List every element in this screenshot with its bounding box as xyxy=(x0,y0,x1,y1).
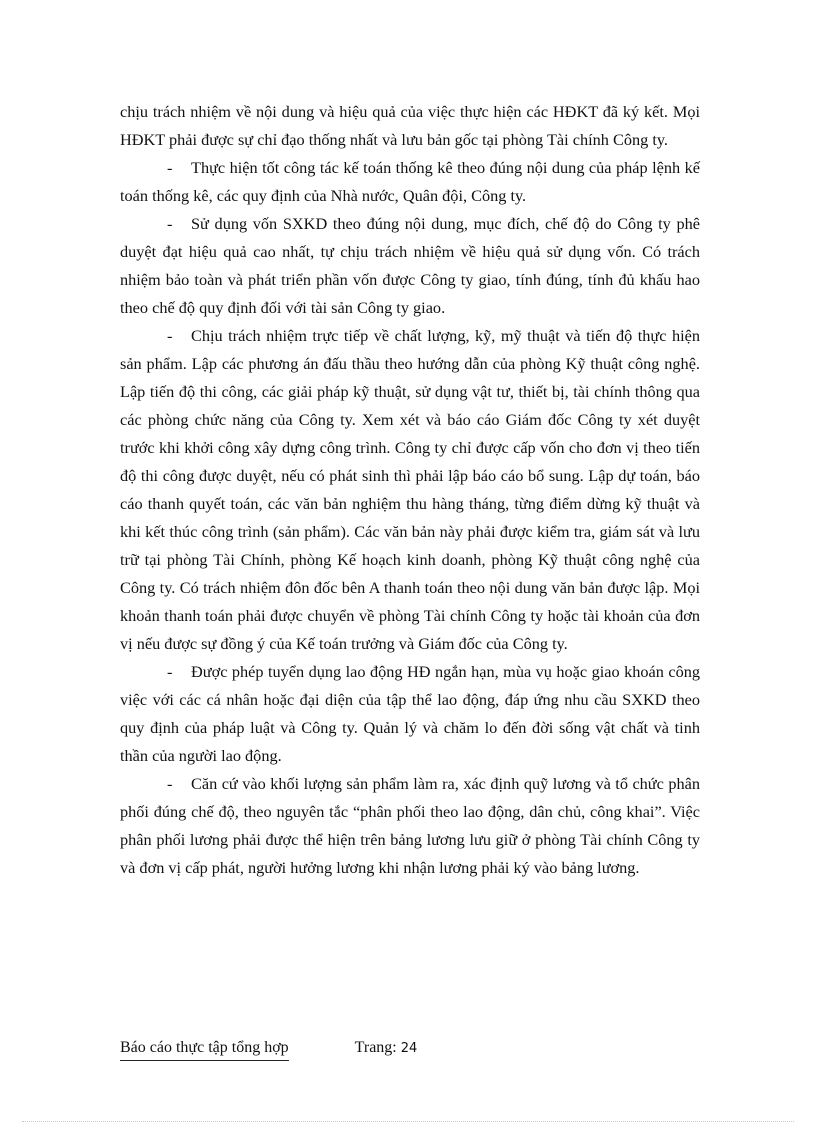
page-label: Trang: xyxy=(354,1039,397,1056)
paragraph-text: Chịu trách nhiệm trực tiếp về chất lượng, kỹ, mỹ thuật và tiến độ thực hiện sản phẩm. Lập các phương án đấu thầu theo hướng dẫn của phòng Kỹ thuật công nghệ. Lập tiến độ thi công, các giải pháp kỹ thuật, sử dụng vật tư, thiết bị, tài chính thông qua các phòng chức năng của Công ty. Xem xét và báo cáo Giám đốc Công ty xét duyệt trước khi khởi công xây dựng công trình. Công ty chỉ được cấp vốn cho đơn vị theo tiến độ thi công được duyệt, nếu có phát sinh thì phải lập báo cáo bổ sung. Lập dự toán, báo cáo thanh quyết toán, các văn bản nghiệm thu hàng tháng, từng điểm dừng kỹ thuật và khi kết thúc công trình (sản phẩm). Các văn bản này phải được kiểm tra, giám sát và lưu trữ tại phòng Tài Chính, phòng Kế hoạch kinh doanh, phòng Kỹ thuật công nghệ của Công ty. Có trách nhiệm đôn đốc bên A thanh toán theo nội dung văn bản được lập. Mọi khoản thanh toán phải được chuyển về phòng Tài chính Công ty hoặc tài khoản của đơn vị nếu được sự đồng ý của Kế toán trưởng và Giám đốc của Công ty. xyxy=(120,326,700,653)
dash-marker: - xyxy=(167,662,173,681)
bullet-paragraph-salary xyxy=(120,770,700,882)
footer-title: Báo cáo thực tập tổng hợp xyxy=(120,1037,289,1061)
page-footer xyxy=(120,1037,417,1061)
page-number: 24 xyxy=(400,1041,418,1056)
dash-marker: - xyxy=(167,158,173,177)
paragraph-text: Sử dụng vốn SXKD theo đúng nội dung, mục đích, chế độ do Công ty phê duyệt đạt hiệu quả cao nhất, tự chịu trách nhiệm về hiệu quả sử dụng vốn. Có trách nhiệm bảo toàn và phát triển phần vốn được Công ty giao, tính đúng, tính đủ khấu hao theo chế độ quy định đối với tài sản Công ty giao. xyxy=(120,214,700,317)
bullet-paragraph-capital xyxy=(120,210,700,322)
paragraph-text: Thực hiện tốt công tác kế toán thống kê theo đúng nội dung của pháp lệnh kế toán thống kê, các quy định của Nhà nước, Quân đội, Công ty. xyxy=(120,158,700,205)
body-text xyxy=(120,98,700,882)
dash-marker: - xyxy=(167,326,173,345)
paragraph-text: Căn cứ vào khối lượng sản phẩm làm ra, xác định quỹ lương và tổ chức phân phối đúng chế độ, theo nguyên tắc “phân phối theo lao động, dân chủ, công khai”. Việc phân phối lương phải được thể hiện trên bảng lương lưu giữ ở phòng Tài chính Công ty và đơn vị cấp phát, người hưởng lương khi nhận lương phải ký vào bảng lương. xyxy=(120,774,700,877)
bullet-paragraph-recruitment xyxy=(120,658,700,770)
dash-marker: - xyxy=(167,774,173,793)
paragraph-text: Được phép tuyển dụng lao động HĐ ngắn hạn, mùa vụ hoặc giao khoán công việc với các cá nhân hoặc đại diện của tập thể lao động, đáp ứng nhu cầu SXKD theo quy định của pháp luật và Công ty. Quản lý và chăm lo đến đời sống vật chất và tinh thần của người lao động. xyxy=(120,662,700,765)
footer-page-indicator xyxy=(355,1037,418,1060)
bullet-paragraph-accounting xyxy=(120,154,700,210)
dash-marker: - xyxy=(167,214,173,233)
paragraph-text: chịu trách nhiệm về nội dung và hiệu quả của việc thực hiện các HĐKT đã ký kết. Mọi HĐKT phải được sự chỉ đạo thống nhất và lưu bản gốc tại phòng Tài chính Công ty. xyxy=(120,102,700,149)
paragraph-continuation xyxy=(120,98,700,154)
bullet-paragraph-quality xyxy=(120,322,700,658)
page-bottom-divider xyxy=(22,1121,794,1122)
